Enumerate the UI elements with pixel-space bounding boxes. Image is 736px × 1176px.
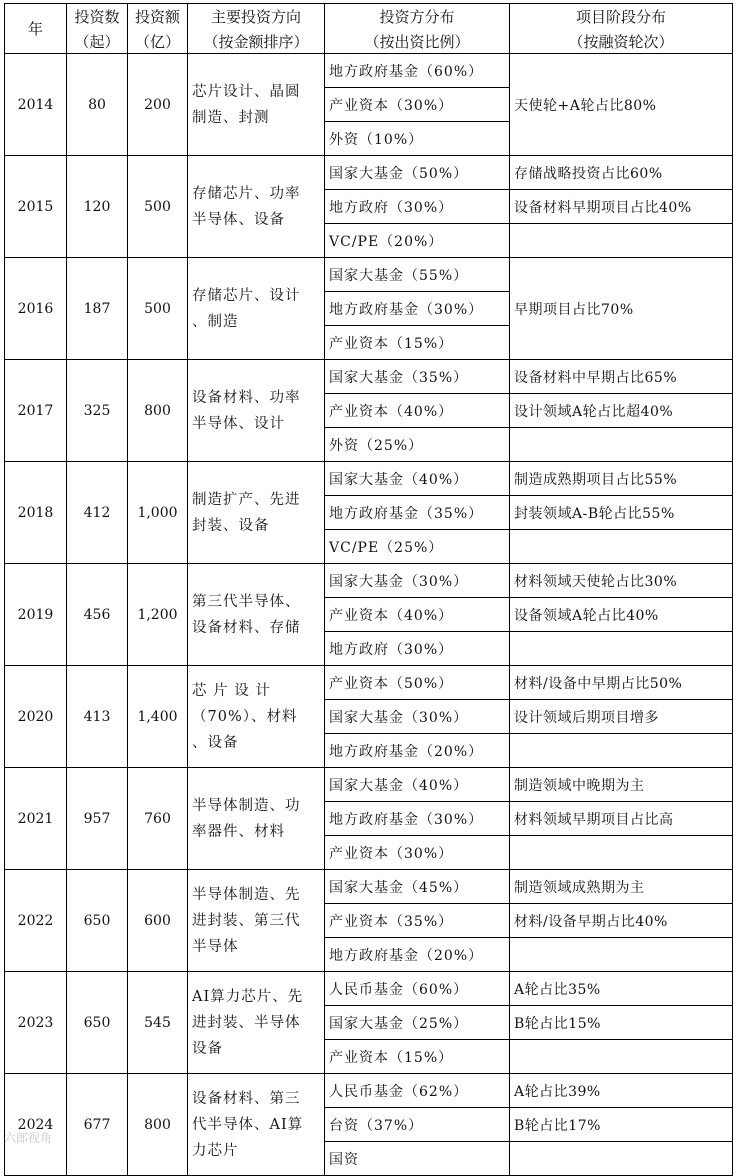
direction-line: AI算力芯片、先	[192, 988, 304, 1005]
direction-line: 设备	[192, 1040, 223, 1057]
stage-cell: 材料领域早期项目占比高	[510, 802, 733, 836]
direction-line: 力芯片	[192, 1142, 239, 1159]
table-row	[5, 156, 733, 190]
source-cell: VC/PE（20%）	[325, 224, 510, 258]
direction-cell	[188, 564, 325, 666]
count-cell: 325	[67, 360, 128, 462]
count-cell: 456	[67, 564, 128, 666]
year-cell: 2020	[5, 666, 67, 768]
source-cell: 国家大基金（45%）	[325, 870, 510, 904]
direction-cell	[188, 870, 325, 972]
table-header	[5, 4, 733, 54]
source-cell: 地方政府基金（20%）	[325, 734, 510, 768]
table-row	[5, 564, 733, 598]
header-amount: 投资额	[128, 4, 188, 29]
direction-line: 半导体、设计	[192, 415, 285, 432]
source-cell: 产业资本（30%）	[325, 836, 510, 870]
year-cell: 2016	[5, 258, 67, 360]
stage-cell: 存储战略投资占比60%	[510, 156, 733, 190]
source-cell: 地方政府基金（60%）	[325, 54, 510, 88]
source-cell: 人民币基金（60%）	[325, 972, 510, 1006]
table-row	[5, 870, 733, 904]
stage-cell: 设计领域后期项目增多	[510, 700, 733, 734]
year-cell: 2015	[5, 156, 67, 258]
source-cell: 地方政府基金（30%）	[325, 802, 510, 836]
amount-cell: 500	[128, 156, 188, 258]
year-cell: 2024	[5, 1074, 67, 1176]
direction-line: 芯 片 设 计	[192, 682, 271, 699]
direction-cell	[188, 156, 325, 258]
table-body	[5, 54, 733, 1176]
direction-cell	[188, 1074, 325, 1176]
table-row	[5, 258, 733, 292]
header-direction-note: （按金额排序）	[188, 29, 325, 54]
header-year: 年	[5, 4, 67, 54]
direction-line: 半导体制造、功	[192, 797, 301, 814]
amount-cell: 760	[128, 768, 188, 870]
stage-cell: A轮占比35%	[510, 972, 733, 1006]
source-cell: VC/PE（25%）	[325, 530, 510, 564]
header-stages: 项目阶段分布	[510, 4, 733, 29]
direction-line: 制造扩产、先进	[192, 491, 301, 508]
stage-cell: B轮占比17%	[510, 1108, 733, 1142]
stage-cell: 早期项目占比70%	[510, 258, 733, 360]
count-cell: 413	[67, 666, 128, 768]
direction-line: 进封装、第三代	[192, 912, 301, 929]
table-row	[5, 666, 733, 700]
stage-cell: 制造成熟期项目占比55%	[510, 462, 733, 496]
header-direction: 主要投资方向	[188, 4, 325, 29]
direction-line: 率器件、材料	[192, 823, 285, 840]
source-cell: 国家大基金（30%）	[325, 700, 510, 734]
direction-line: 半导体、设备	[192, 211, 285, 228]
direction-line: 半导体	[192, 938, 239, 955]
direction-line: 芯片设计、晶圆	[192, 83, 301, 100]
direction-line: 设备材料、存储	[192, 619, 301, 636]
header-sources: 投资方分布	[325, 4, 510, 29]
direction-cell	[188, 360, 325, 462]
source-cell: 国家大基金（55%）	[325, 258, 510, 292]
direction-line: 设备材料、功率	[192, 389, 301, 406]
source-cell: 地方政府基金（20%）	[325, 938, 510, 972]
source-cell: 产业资本（15%）	[325, 1040, 510, 1074]
stage-cell: 制造领域成熟期为主	[510, 870, 733, 904]
direction-line: 进封装、半导体	[192, 1014, 301, 1031]
direction-cell	[188, 54, 325, 156]
stage-cell	[510, 224, 733, 258]
header-amount-unit: （亿）	[128, 29, 188, 54]
watermark: 六郎视角	[4, 1131, 53, 1145]
header-count: 投资数	[67, 4, 128, 29]
header-sources-note: （按出资比例）	[325, 29, 510, 54]
stage-cell	[510, 1040, 733, 1074]
source-cell: 外资（10%）	[325, 122, 510, 156]
table-row	[5, 360, 733, 394]
stage-cell	[510, 938, 733, 972]
year-cell: 2018	[5, 462, 67, 564]
stage-cell: 材料/设备早期占比40%	[510, 904, 733, 938]
source-cell: 国家大基金（40%）	[325, 462, 510, 496]
year-cell: 2023	[5, 972, 67, 1074]
amount-cell: 500	[128, 258, 188, 360]
direction-line: 存储芯片、设计	[192, 287, 301, 304]
header-count-unit: （起）	[67, 29, 128, 54]
direction-cell	[188, 666, 325, 768]
source-cell: 国家大基金（35%）	[325, 360, 510, 394]
stage-cell	[510, 632, 733, 666]
source-cell: 产业资本（40%）	[325, 598, 510, 632]
count-cell: 80	[67, 54, 128, 156]
amount-cell: 200	[128, 54, 188, 156]
table-row	[5, 1074, 733, 1108]
year-cell: 2021	[5, 768, 67, 870]
stage-cell: 材料领域天使轮占比30%	[510, 564, 733, 598]
source-cell: 地方政府（30%）	[325, 190, 510, 224]
amount-cell: 545	[128, 972, 188, 1074]
stage-cell: 设计领域A轮占比超40%	[510, 394, 733, 428]
count-cell: 187	[67, 258, 128, 360]
direction-line: 代半导体、AI算	[192, 1116, 304, 1133]
direction-line: 、设备	[192, 734, 239, 751]
stage-cell	[510, 530, 733, 564]
direction-line: 封装、设备	[192, 517, 270, 534]
source-cell: 产业资本（50%）	[325, 666, 510, 700]
source-cell: 产业资本（35%）	[325, 904, 510, 938]
count-cell: 957	[67, 768, 128, 870]
direction-line: 第三代半导体、	[192, 593, 301, 610]
count-cell: 677	[67, 1074, 128, 1176]
source-cell: 地方政府基金（30%）	[325, 292, 510, 326]
stage-cell: 设备材料早期项目占比40%	[510, 190, 733, 224]
stage-cell	[510, 836, 733, 870]
source-cell: 人民币基金（62%）	[325, 1074, 510, 1108]
stage-cell: 封装领域A-B轮占比55%	[510, 496, 733, 530]
direction-line: 、制造	[192, 313, 239, 330]
direction-line: 存储芯片、功率	[192, 185, 301, 202]
stage-cell: 制造领域中晚期为主	[510, 768, 733, 802]
source-cell: 国家大基金（50%）	[325, 156, 510, 190]
source-cell: 产业资本（30%）	[325, 88, 510, 122]
stage-cell: B轮占比15%	[510, 1006, 733, 1040]
source-cell: 外资（25%）	[325, 428, 510, 462]
stage-cell: A轮占比39%	[510, 1074, 733, 1108]
year-cell: 2019	[5, 564, 67, 666]
amount-cell: 1,000	[128, 462, 188, 564]
direction-line: （70%）、材料	[192, 708, 298, 725]
header-stages-note: （按融资轮次）	[510, 29, 733, 54]
year-cell: 2014	[5, 54, 67, 156]
amount-cell: 1,400	[128, 666, 188, 768]
stage-cell	[510, 1142, 733, 1176]
direction-cell	[188, 258, 325, 360]
table-row	[5, 462, 733, 496]
direction-cell	[188, 972, 325, 1074]
source-cell: 台资（37%）	[325, 1108, 510, 1142]
count-cell: 650	[67, 972, 128, 1074]
direction-cell	[188, 462, 325, 564]
source-cell: 国家大基金（30%）	[325, 564, 510, 598]
direction-cell	[188, 768, 325, 870]
investment-table	[4, 3, 733, 1176]
table-row	[5, 768, 733, 802]
stage-cell	[510, 428, 733, 462]
source-cell: 地方政府（30%）	[325, 632, 510, 666]
direction-line: 半导体制造、先	[192, 886, 301, 903]
stage-cell	[510, 734, 733, 768]
table-row	[5, 972, 733, 1006]
source-cell: 国家大基金（25%）	[325, 1006, 510, 1040]
amount-cell: 800	[128, 1074, 188, 1176]
year-cell: 2022	[5, 870, 67, 972]
source-cell: 地方政府基金（35%）	[325, 496, 510, 530]
stage-cell: 设备材料中早期占比65%	[510, 360, 733, 394]
direction-line: 设备材料、第三	[192, 1090, 301, 1107]
stage-cell: 材料/设备中早期占比50%	[510, 666, 733, 700]
source-cell: 国资	[325, 1142, 510, 1176]
source-cell: 产业资本（15%）	[325, 326, 510, 360]
table-row	[5, 54, 733, 88]
stage-cell: 设备领域A轮占比40%	[510, 598, 733, 632]
source-cell: 国家大基金（40%）	[325, 768, 510, 802]
direction-line: 制造、封测	[192, 109, 270, 126]
count-cell: 120	[67, 156, 128, 258]
stage-cell: 天使轮+A轮占比80%	[510, 54, 733, 156]
amount-cell: 600	[128, 870, 188, 972]
amount-cell: 800	[128, 360, 188, 462]
year-cell: 2017	[5, 360, 67, 462]
count-cell: 412	[67, 462, 128, 564]
count-cell: 650	[67, 870, 128, 972]
amount-cell: 1,200	[128, 564, 188, 666]
source-cell: 产业资本（40%）	[325, 394, 510, 428]
